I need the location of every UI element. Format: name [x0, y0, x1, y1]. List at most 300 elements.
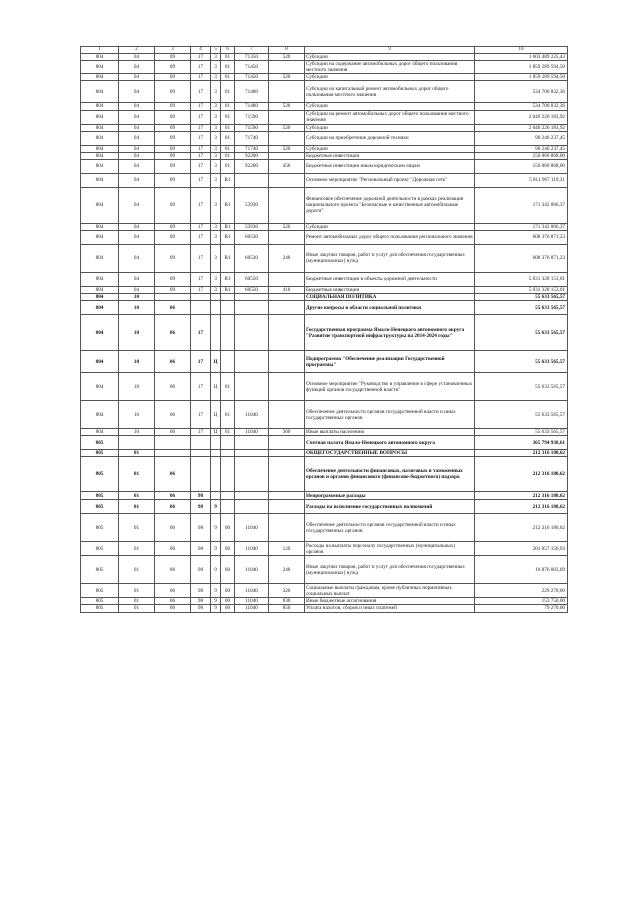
expense-type-code-cell — [269, 301, 305, 315]
event-code-cell — [221, 457, 235, 492]
owner-code-cell: 804 — [81, 351, 119, 373]
table-row — [81, 74, 568, 81]
amount-cell: 1 859 289 594,50 — [475, 74, 568, 81]
description-cell: Подпрограмма "Обеспечение реализации Государственной программы" — [305, 351, 475, 373]
description-cell: Субсидии — [305, 74, 475, 81]
expense-type-code-cell — [269, 294, 305, 301]
program-code-cell: 17 — [191, 230, 211, 244]
subsection-code-cell: 09 — [155, 61, 191, 74]
table-row — [81, 598, 568, 605]
expense-type-code-cell: 120 — [269, 542, 305, 556]
subprogram-code-cell: 3 — [211, 74, 221, 81]
owner-code-cell: 804 — [81, 230, 119, 244]
owner-code-cell: 804 — [81, 54, 119, 61]
subprogram-code-cell — [211, 457, 221, 492]
table-row — [81, 542, 568, 556]
expense-type-code-cell: 520 — [269, 103, 305, 110]
owner-code-cell: 805 — [81, 584, 119, 598]
subsection-code-cell: 06 — [155, 492, 191, 500]
subprogram-code-cell: 9 — [211, 584, 221, 598]
amount-cell: 201 057 156,93 — [475, 542, 568, 556]
description-cell: Финансовое обеспечение дорожной деятельности в рамках реализации национального проекта "Безопасные и качественные автомобильные дороги" — [305, 187, 475, 223]
subprogram-code-cell: 3 — [211, 173, 221, 187]
section-code-cell: 04 — [119, 223, 155, 230]
subsection-code-cell: 09 — [155, 272, 191, 286]
program-code-cell: 17 — [191, 272, 211, 286]
section-code-cell: 04 — [119, 187, 155, 223]
table-row — [81, 500, 568, 514]
expense-type-code-cell: 450 — [269, 159, 305, 173]
subsection-code-cell: 06 — [155, 514, 191, 542]
section-code-cell: 10 — [119, 373, 155, 401]
description-cell: Бюджетные инвестиции иным юридическим лицам — [305, 159, 475, 173]
subsection-code-cell: 06 — [155, 351, 191, 373]
amount-cell: 10 876 003,69 — [475, 556, 568, 584]
subsection-code-cell: 09 — [155, 187, 191, 223]
description-cell: Субсидии — [305, 124, 475, 131]
subsection-code-cell: 09 — [155, 145, 191, 152]
description-cell: Расходы на исполнение государственных полномочий — [305, 500, 475, 514]
event-code-cell — [221, 500, 235, 514]
subprogram-code-cell: 3 — [211, 244, 221, 272]
owner-code-cell: 804 — [81, 152, 119, 159]
section-code-cell: 01 — [119, 450, 155, 457]
expense-type-code-cell: 240 — [269, 556, 305, 584]
owner-code-cell: 804 — [81, 81, 119, 103]
table-row — [81, 244, 568, 272]
description-cell: Другие вопросы в области социальной политики — [305, 301, 475, 315]
direction-code-cell — [235, 457, 269, 492]
subsection-code-cell: 09 — [155, 244, 191, 272]
table-row — [81, 131, 568, 145]
owner-code-cell: 804 — [81, 272, 119, 286]
amount-cell: 212 316 180,62 — [475, 450, 568, 457]
section-code-cell: 10 — [119, 351, 155, 373]
expense-type-code-cell — [269, 315, 305, 351]
event-code-cell: 00 — [221, 605, 235, 612]
direction-code-cell: 60550 — [235, 286, 269, 293]
subprogram-code-cell: 9 — [211, 605, 221, 612]
event-code-cell: 01 — [221, 54, 235, 61]
expense-type-code-cell: 520 — [269, 74, 305, 81]
event-code-cell: 00 — [221, 556, 235, 584]
section-code-cell: 04 — [119, 145, 155, 152]
section-code-cell: 10 — [119, 401, 155, 429]
program-code-cell: 17 — [191, 145, 211, 152]
section-code-cell: 04 — [119, 173, 155, 187]
section-code-cell: 01 — [119, 605, 155, 612]
owner-code-cell: 805 — [81, 514, 119, 542]
event-code-cell: R1 — [221, 187, 235, 223]
event-code-cell — [221, 315, 235, 351]
event-code-cell: 01 — [221, 110, 235, 124]
direction-code-cell: 71350 — [235, 54, 269, 61]
table-row — [81, 401, 568, 429]
direction-code-cell: 71480 — [235, 103, 269, 110]
program-code-cell: 98 — [191, 514, 211, 542]
expense-type-code-cell: 830 — [269, 598, 305, 605]
event-code-cell — [221, 436, 235, 450]
table-row — [81, 514, 568, 542]
owner-code-cell: 804 — [81, 103, 119, 110]
subsection-code-cell: 06 — [155, 301, 191, 315]
table-row — [81, 492, 568, 500]
section-code-cell: 10 — [119, 429, 155, 436]
program-code-cell: 17 — [191, 351, 211, 373]
direction-code-cell: 71450 — [235, 74, 269, 81]
owner-code-cell: 805 — [81, 556, 119, 584]
amount-cell: 365 794 938,61 — [475, 436, 568, 450]
direction-code-cell: 71450 — [235, 61, 269, 74]
event-code-cell — [221, 450, 235, 457]
program-code-cell: 98 — [191, 598, 211, 605]
program-code-cell: 17 — [191, 103, 211, 110]
section-code-cell: 01 — [119, 457, 155, 492]
description-cell: Субсидии на приобретение дорожной техники — [305, 131, 475, 145]
direction-code-cell: 11040 — [235, 605, 269, 612]
program-code-cell: 98 — [191, 492, 211, 500]
header-cell: 9 — [305, 47, 475, 54]
expense-type-code-cell — [269, 81, 305, 103]
subsection-code-cell: 06 — [155, 429, 191, 436]
event-code-cell: R1 — [221, 223, 235, 230]
section-code-cell: 01 — [119, 500, 155, 514]
direction-code-cell: 11040 — [235, 514, 269, 542]
subsection-code-cell: 06 — [155, 605, 191, 612]
subsection-code-cell: 09 — [155, 74, 191, 81]
owner-code-cell: 804 — [81, 401, 119, 429]
program-code-cell — [191, 294, 211, 301]
expense-type-code-cell: 850 — [269, 605, 305, 612]
subprogram-code-cell: Ц — [211, 429, 221, 436]
owner-code-cell: 805 — [81, 450, 119, 457]
event-code-cell — [221, 492, 235, 500]
table-row — [81, 605, 568, 612]
section-code-cell: 04 — [119, 81, 155, 103]
event-code-cell: 01 — [221, 145, 235, 152]
subprogram-code-cell: 3 — [211, 286, 221, 293]
subprogram-code-cell — [211, 436, 221, 450]
expense-type-code-cell — [269, 457, 305, 492]
description-cell: Обеспечение деятельности органов государственной власти и иных государственных органов — [305, 401, 475, 429]
subsection-code-cell: 06 — [155, 401, 191, 429]
owner-code-cell: 805 — [81, 500, 119, 514]
subprogram-code-cell: 3 — [211, 124, 221, 131]
description-cell: Бюджетные инвестиции — [305, 286, 475, 293]
program-code-cell: 98 — [191, 556, 211, 584]
subprogram-code-cell: Ц — [211, 401, 221, 429]
amount-cell: 90 246 237,45 — [475, 131, 568, 145]
event-code-cell: 01 — [221, 103, 235, 110]
amount-cell: 1 603 489 225,43 — [475, 54, 568, 61]
direction-code-cell: 11040 — [235, 401, 269, 429]
direction-code-cell: 71740 — [235, 145, 269, 152]
table-row — [81, 152, 568, 159]
owner-code-cell: 805 — [81, 542, 119, 556]
subprogram-code-cell: 9 — [211, 514, 221, 542]
subprogram-code-cell — [211, 492, 221, 500]
amount-cell: 150 060 868,00 — [475, 152, 568, 159]
table-row — [81, 294, 568, 301]
section-code-cell: 04 — [119, 61, 155, 74]
subprogram-code-cell — [211, 301, 221, 315]
description-cell: Субсидии — [305, 145, 475, 152]
owner-code-cell: 804 — [81, 110, 119, 124]
expense-type-code-cell — [269, 173, 305, 187]
description-cell: Непрограммные расходы — [305, 492, 475, 500]
direction-code-cell: 71480 — [235, 81, 269, 103]
amount-cell: 212 316 180,62 — [475, 457, 568, 492]
direction-code-cell — [235, 301, 269, 315]
budget-table — [80, 46, 568, 613]
description-cell: Обеспечение деятельности финансовых, налоговых и таможенных органов и органов финансового (финансово-бюджетного) надзора — [305, 457, 475, 492]
subprogram-code-cell: 3 — [211, 145, 221, 152]
description-cell: Субсидии — [305, 223, 475, 230]
subprogram-code-cell: 9 — [211, 542, 221, 556]
expense-type-code-cell: 520 — [269, 54, 305, 61]
amount-cell: 55 633 565,57 — [475, 301, 568, 315]
subsection-code-cell: 06 — [155, 373, 191, 401]
description-cell: Ремонт автомобильных дорог общего пользования регионального значения — [305, 230, 475, 244]
direction-code-cell — [235, 294, 269, 301]
direction-code-cell: 60530 — [235, 230, 269, 244]
table-row — [81, 54, 568, 61]
section-code-cell: 10 — [119, 294, 155, 301]
subsection-code-cell: 09 — [155, 286, 191, 293]
table-row — [81, 110, 568, 124]
table-row — [81, 373, 568, 401]
subprogram-code-cell: 9 — [211, 556, 221, 584]
amount-cell: 55 633 565,57 — [475, 351, 568, 373]
expense-type-code-cell: 520 — [269, 124, 305, 131]
subprogram-code-cell: 9 — [211, 500, 221, 514]
subprogram-code-cell: 3 — [211, 131, 221, 145]
header-row — [81, 47, 568, 54]
direction-code-cell: 60530 — [235, 244, 269, 272]
description-cell: Субсидии — [305, 54, 475, 61]
amount-cell: 1 859 289 594,50 — [475, 61, 568, 74]
event-code-cell: 01 — [221, 61, 235, 74]
section-code-cell: 10 — [119, 301, 155, 315]
event-code-cell: R1 — [221, 286, 235, 293]
header-cell: 6 — [221, 47, 235, 54]
owner-code-cell: 804 — [81, 301, 119, 315]
header-cell: 7 — [235, 47, 269, 54]
subsection-code-cell: 06 — [155, 584, 191, 598]
table-row — [81, 556, 568, 584]
direction-code-cell: 71590 — [235, 110, 269, 124]
event-code-cell: R1 — [221, 272, 235, 286]
subsection-code-cell: 09 — [155, 230, 191, 244]
description-cell: СОЦИАЛЬНАЯ ПОЛИТИКА — [305, 294, 475, 301]
header-cell: 10 — [475, 47, 568, 54]
direction-code-cell — [235, 315, 269, 351]
amount-cell: 55 633 565,57 — [475, 429, 568, 436]
program-code-cell: 98 — [191, 605, 211, 612]
program-code-cell: 17 — [191, 429, 211, 436]
owner-code-cell: 804 — [81, 223, 119, 230]
section-code-cell: 04 — [119, 272, 155, 286]
amount-cell: 212 316 180,62 — [475, 492, 568, 500]
program-code-cell: 17 — [191, 286, 211, 293]
direction-code-cell: 11040 — [235, 556, 269, 584]
expense-type-code-cell — [269, 401, 305, 429]
table-row — [81, 584, 568, 598]
amount-cell: 5 031 328 153,01 — [475, 272, 568, 286]
program-code-cell: 98 — [191, 542, 211, 556]
amount-cell: 171 342 066,37 — [475, 223, 568, 230]
direction-code-cell: 11040 — [235, 598, 269, 605]
amount-cell: 534 700 832,36 — [475, 81, 568, 103]
description-cell: Субсидии на ремонт автомобильных дорог общего пользования местного значения — [305, 110, 475, 124]
subprogram-code-cell: 3 — [211, 152, 221, 159]
table-row — [81, 450, 568, 457]
amount-cell: 171 342 066,37 — [475, 187, 568, 223]
subsection-code-cell: 06 — [155, 457, 191, 492]
owner-code-cell: 804 — [81, 61, 119, 74]
event-code-cell — [221, 294, 235, 301]
direction-code-cell: 92200 — [235, 152, 269, 159]
event-code-cell: 01 — [221, 131, 235, 145]
program-code-cell: 17 — [191, 74, 211, 81]
budget-table-page — [80, 46, 567, 613]
direction-code-cell — [235, 450, 269, 457]
owner-code-cell: 804 — [81, 124, 119, 131]
description-cell: Государственная программа Ямало-Ненецкого автономного округа "Развитие транспортной инфраструктуры на 2014-2024 годы" — [305, 315, 475, 351]
amount-cell: 153 750,00 — [475, 598, 568, 605]
amount-cell: 2 040 226 183,92 — [475, 110, 568, 124]
expense-type-code-cell — [269, 152, 305, 159]
header-cell: 2 — [119, 47, 155, 54]
program-code-cell: 98 — [191, 584, 211, 598]
event-code-cell: 01 — [221, 373, 235, 401]
direction-code-cell: 92200 — [235, 159, 269, 173]
program-code-cell: 17 — [191, 223, 211, 230]
subsection-code-cell: 09 — [155, 124, 191, 131]
section-code-cell: 04 — [119, 286, 155, 293]
program-code-cell: 17 — [191, 401, 211, 429]
event-code-cell: 01 — [221, 401, 235, 429]
event-code-cell: 00 — [221, 542, 235, 556]
amount-cell: 608 376 871,23 — [475, 230, 568, 244]
event-code-cell: 00 — [221, 584, 235, 598]
description-cell: Бюджетные инвестиции — [305, 152, 475, 159]
amount-cell: 55 633 565,57 — [475, 294, 568, 301]
amount-cell: 5 031 328 153,01 — [475, 286, 568, 293]
table-row — [81, 103, 568, 110]
expense-type-code-cell — [269, 492, 305, 500]
direction-code-cell — [235, 436, 269, 450]
description-cell: Социальные выплаты гражданам, кроме публичных нормативных социальных выплат — [305, 584, 475, 598]
program-code-cell: 17 — [191, 173, 211, 187]
description-cell: Иные закупки товаров, работ и услуг для обеспечения государственных (муниципальных) нужд — [305, 556, 475, 584]
direction-code-cell — [235, 492, 269, 500]
table-row — [81, 301, 568, 315]
program-code-cell: 17 — [191, 244, 211, 272]
expense-type-code-cell: 360 — [269, 429, 305, 436]
section-code-cell: 04 — [119, 54, 155, 61]
expense-type-code-cell — [269, 187, 305, 223]
table-row — [81, 436, 568, 450]
subprogram-code-cell: 3 — [211, 110, 221, 124]
description-cell: Иные закупки товаров, работ и услуг для обеспечения государственных (муниципальных) нужд — [305, 244, 475, 272]
owner-code-cell: 804 — [81, 187, 119, 223]
header-cell: 5 — [211, 47, 221, 54]
section-code-cell — [119, 436, 155, 450]
owner-code-cell: 804 — [81, 159, 119, 173]
subprogram-code-cell — [211, 315, 221, 351]
section-code-cell: 01 — [119, 598, 155, 605]
amount-cell: 55 633 565,57 — [475, 401, 568, 429]
section-code-cell: 01 — [119, 492, 155, 500]
amount-cell: 150 060 868,00 — [475, 159, 568, 173]
table-row — [81, 272, 568, 286]
subsection-code-cell: 09 — [155, 159, 191, 173]
section-code-cell: 01 — [119, 542, 155, 556]
expense-type-code-cell — [269, 373, 305, 401]
subprogram-code-cell: 3 — [211, 187, 221, 223]
subsection-code-cell: 06 — [155, 315, 191, 351]
table-body — [81, 47, 568, 613]
subprogram-code-cell: 3 — [211, 103, 221, 110]
section-code-cell: 04 — [119, 124, 155, 131]
subsection-code-cell: 06 — [155, 556, 191, 584]
program-code-cell: 17 — [191, 81, 211, 103]
program-code-cell — [191, 436, 211, 450]
event-code-cell: 01 — [221, 81, 235, 103]
expense-type-code-cell — [269, 230, 305, 244]
table-row — [81, 61, 568, 74]
subsection-code-cell: 09 — [155, 131, 191, 145]
description-cell: Расходы на выплаты персоналу государственных (муниципальных) органов — [305, 542, 475, 556]
subprogram-code-cell: Ц — [211, 351, 221, 373]
owner-code-cell: 805 — [81, 605, 119, 612]
subprogram-code-cell: 3 — [211, 54, 221, 61]
program-code-cell: 17 — [191, 152, 211, 159]
expense-type-code-cell — [269, 500, 305, 514]
expense-type-code-cell — [269, 272, 305, 286]
program-code-cell: 17 — [191, 61, 211, 74]
direction-code-cell — [235, 500, 269, 514]
subprogram-code-cell: 3 — [211, 159, 221, 173]
table-row — [81, 286, 568, 293]
program-code-cell — [191, 301, 211, 315]
event-code-cell: R1 — [221, 230, 235, 244]
subprogram-code-cell: 3 — [211, 81, 221, 103]
program-code-cell — [191, 457, 211, 492]
expense-type-code-cell — [269, 131, 305, 145]
subprogram-code-cell: 3 — [211, 61, 221, 74]
event-code-cell: 01 — [221, 124, 235, 131]
owner-code-cell: 804 — [81, 145, 119, 152]
table-row — [81, 145, 568, 152]
amount-cell: 229 270,00 — [475, 584, 568, 598]
table-row — [81, 81, 568, 103]
direction-code-cell: 11040 — [235, 584, 269, 598]
expense-type-code-cell: 410 — [269, 286, 305, 293]
program-code-cell: 17 — [191, 110, 211, 124]
header-cell: 1 — [81, 47, 119, 54]
amount-cell: 212 316 180,62 — [475, 500, 568, 514]
table-row — [81, 124, 568, 131]
expense-type-code-cell: 520 — [269, 145, 305, 152]
event-code-cell: R1 — [221, 244, 235, 272]
subsection-code-cell: 09 — [155, 173, 191, 187]
description-cell: Иные выплаты населению — [305, 429, 475, 436]
description-cell: Субсидии на капитальный ремонт автомобильных дорог общего пользования местного значения — [305, 81, 475, 103]
owner-code-cell: 805 — [81, 457, 119, 492]
table-row — [81, 187, 568, 223]
